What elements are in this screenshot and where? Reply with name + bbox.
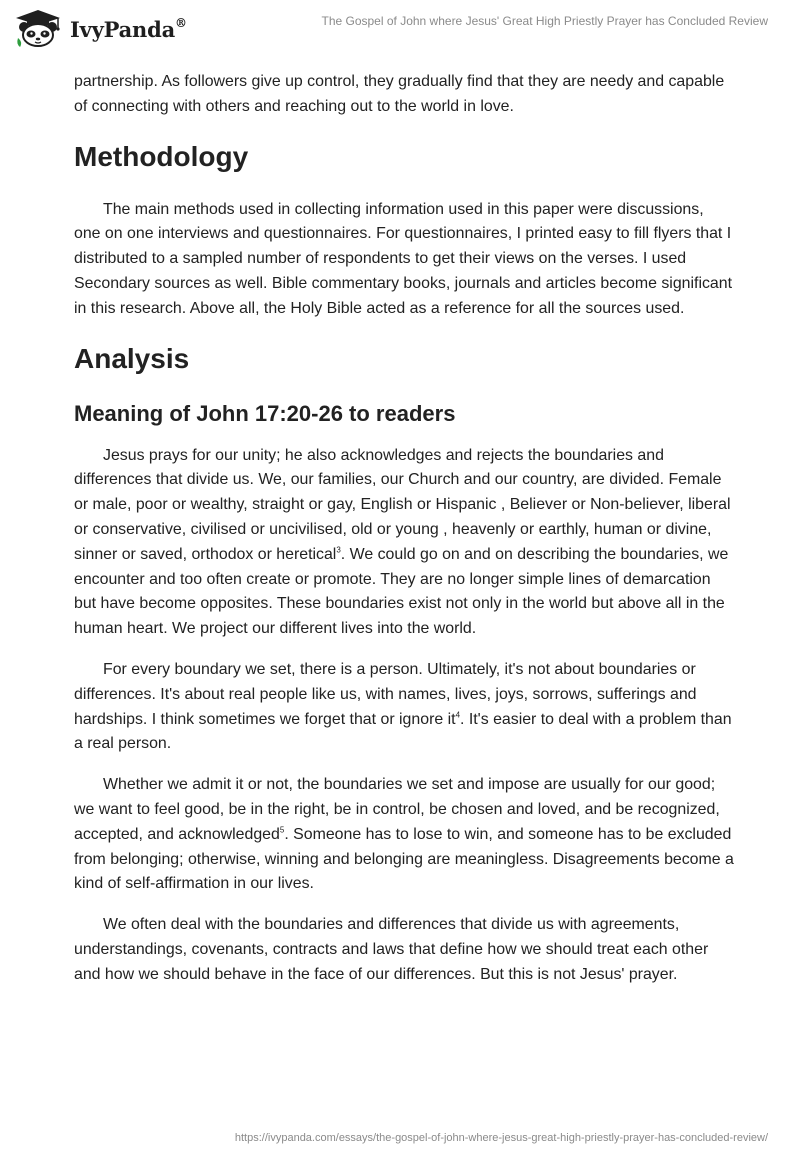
body-paragraph bbox=[74, 444, 734, 642]
methodology-paragraph: The main methods used in collecting information used in this paper were discussions, one on one interviews and questionnaires. For questionnaires, I printed easy to fill flyers that I distributed to a sampled number of respondents to get their views on the verses. I used Secondary sources as well. Bible commentary books, journals and articles become significant in this research. Above all, the Holy Bible acted as a reference for all the sources used. bbox=[74, 200, 733, 317]
paragraph-text: . Someone has to lose to win, and someone has to be excluded from belonging; otherwise, winning and belonging are meaningless. Disagreements become a kind of self-affirmation in our lives. bbox=[74, 825, 734, 893]
body-paragraph bbox=[74, 658, 734, 757]
meaning-subheading: Meaning of John 17:20-26 to readers bbox=[74, 400, 456, 426]
paragraph-text: . It's easier to deal with a problem than a real person. bbox=[74, 710, 732, 753]
essay-body bbox=[74, 70, 734, 1004]
paragraph-text: . We could go on and on describing the boundaries, we encounter and too often create or promote. They are no longer simple lines of demarcation but have become opposites. These boundaries exist not only in the world but above all in the human heart. We project our different lives into the world. bbox=[74, 545, 729, 638]
intro-paragraph: partnership. As followers give up control, they gradually find that they are needy and capable of connecting with others and reaching out to the world in love. bbox=[74, 73, 725, 115]
page-header bbox=[0, 0, 800, 56]
analysis-heading: Analysis bbox=[74, 342, 190, 374]
methodology-heading: Methodology bbox=[74, 140, 249, 172]
source-url[interactable]: https://ivypanda.com/essays/the-gospel-of-john-where-jesus-great-high-priestly-prayer-has-concluded-review/ bbox=[234, 1132, 768, 1144]
footnote-ref[interactable]: 3 bbox=[336, 545, 341, 555]
body-paragraph: We often deal with the boundaries and differences that divide us with agreements, understandings, covenants, contracts and laws that define how we should treat each other and how we should behave in the face of our differences. But this is not Jesus' prayer. bbox=[74, 916, 709, 983]
panda-graduate-icon bbox=[14, 8, 62, 48]
logo-wordmark: IvyPanda® bbox=[70, 15, 187, 42]
paragraph-text: For every boundary we set, there is a person. Ultimately, it's not about boundaries or differences. It's about real people like us, with names, lives, joys, sorrows, sufferings and hardships. I think sometimes we forget that or ignore it bbox=[74, 660, 697, 728]
document-title: The Gospel of John where Jesus' Great High Priestly Prayer has Concluded Review bbox=[321, 14, 768, 28]
footnote-ref[interactable]: 4 bbox=[455, 710, 461, 720]
body-paragraph bbox=[74, 773, 734, 897]
footnote-ref[interactable]: 5 bbox=[279, 825, 285, 835]
paragraph-text: Whether we admit it or not, the boundaries we set and impose are usually for our good; we want to feel good, be in the right, be in control, be chosen and loved, and be recognized, accepted, and acknowledged bbox=[74, 776, 720, 843]
paragraph-text: Jesus prays for our unity; he also acknowledges and rejects the boundaries and differences that divide us. We, our families, our Church and our country, are divided. Female or male, poor or wealthy, straight or gay, English or Hispanic , Believer or Non-believer, liberal or conservative, civilised or uncivilised, old or young , heavenly or earthly, human or divine, sinner or saved, orthodox or heretical bbox=[74, 446, 731, 563]
ivypanda-logo[interactable] bbox=[14, 8, 187, 48]
